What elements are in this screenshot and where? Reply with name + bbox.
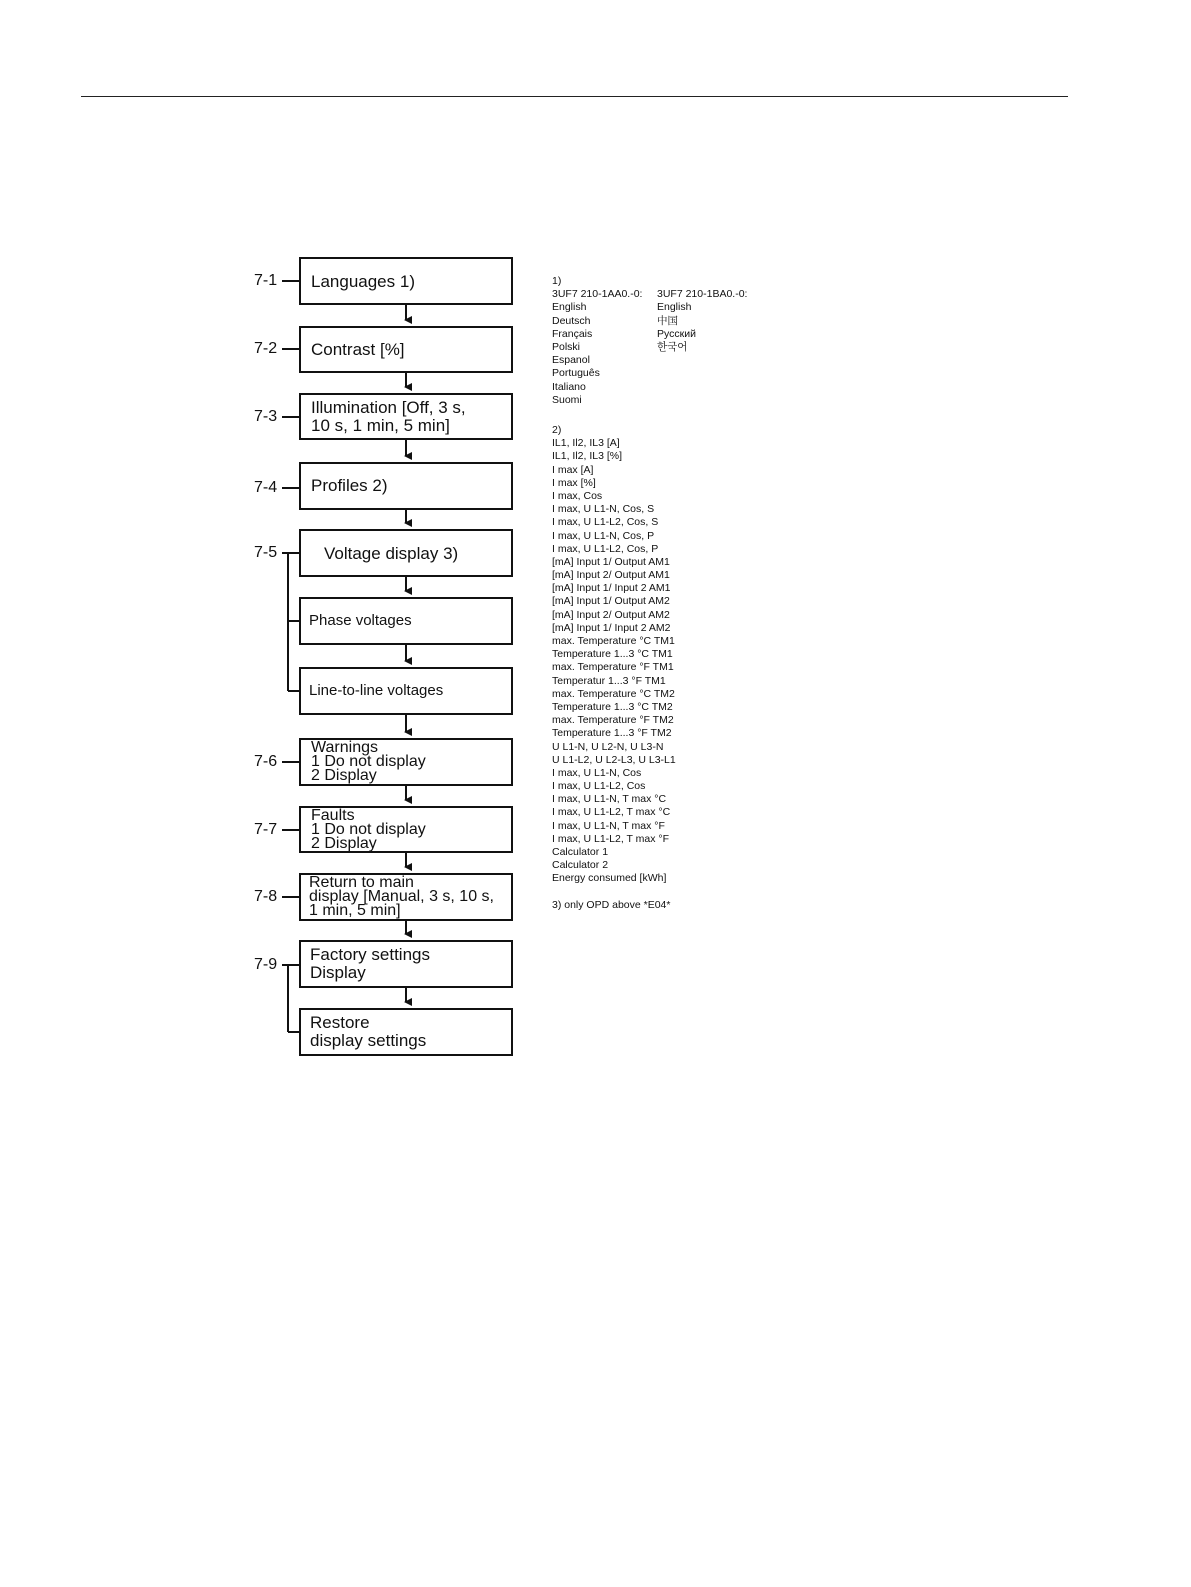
lang-item: Suomi bbox=[552, 393, 582, 406]
col-a-header: 3UF7 210-1AA0.-0: bbox=[552, 288, 643, 301]
profile-item: I max, U L1-N, Cos, S bbox=[552, 503, 655, 516]
profile-item: [mA] Input 1/ Input 2 AM1 bbox=[552, 582, 671, 595]
id-7-2: 7-2 bbox=[254, 340, 278, 357]
id-7-3: 7-3 bbox=[254, 408, 278, 425]
profile-item: I max, U L1-N, T max °F bbox=[552, 819, 665, 832]
text-factory-settings: Factory settings Display bbox=[310, 945, 430, 982]
profile-item: Temperature 1...3 °C TM1 bbox=[552, 648, 673, 661]
text-contrast: Contrast [%] bbox=[311, 340, 405, 359]
profile-item: I max, U L1-N, Cos, P bbox=[552, 529, 655, 542]
profile-item: Energy consumed [kWh] bbox=[552, 872, 667, 885]
note-3: 3) only OPD above *E04* bbox=[552, 898, 671, 911]
profile-item: [mA] Input 2/ Output AM1 bbox=[552, 569, 670, 582]
note-1-column-a bbox=[552, 275, 642, 407]
text-faults: Faults 1 Do not display 2 Display bbox=[311, 807, 426, 852]
profile-item: IL1, Il2, IL3 [%] bbox=[552, 450, 623, 463]
lang-item: Português bbox=[552, 367, 600, 380]
profile-item: I max, U L1-L2, Cos, S bbox=[552, 516, 659, 529]
profile-item: U L1-N, U L2-N, U L3-N bbox=[552, 740, 664, 753]
text-illumination: Illumination [Off, 3 s, 10 s, 1 min, 5 min] bbox=[311, 398, 466, 435]
note-2-marker: 2) bbox=[552, 424, 562, 436]
profile-item: I max, U L1-N, T max °C bbox=[552, 793, 667, 806]
id-7-5: 7-5 bbox=[254, 544, 278, 561]
id-7-9: 7-9 bbox=[254, 956, 278, 973]
profile-item: Temperature 1...3 °C TM2 bbox=[552, 700, 673, 713]
text-return-main: Return to main display [Manual, 3 s, 10 s, 1 min, 5 min] bbox=[309, 874, 494, 919]
profile-item: [mA] Input 1/ Output AM2 bbox=[552, 595, 670, 608]
text-profiles: Profiles 2) bbox=[311, 476, 388, 495]
note-1-column-b bbox=[657, 288, 747, 354]
lang-item: Italiano bbox=[552, 380, 586, 393]
text-languages: Languages 1) bbox=[311, 272, 415, 291]
profile-item: I max [A] bbox=[552, 463, 594, 476]
lang-item: Polski bbox=[552, 340, 581, 353]
profile-item: max. Temperature °F TM1 bbox=[552, 661, 674, 674]
profile-item: U L1-L2, U L2-L3, U L3-L1 bbox=[552, 753, 676, 766]
lang-item: Espanol bbox=[552, 354, 590, 367]
lang-item: 中国 bbox=[657, 314, 678, 327]
profile-item: I max, Cos bbox=[552, 489, 603, 502]
text-line-to-line: Line-to-line voltages bbox=[309, 682, 444, 699]
col-b-header: 3UF7 210-1BA0.-0: bbox=[657, 288, 748, 301]
profile-item: Temperatur 1...3 °F TM1 bbox=[552, 674, 666, 687]
profile-item: I max [%] bbox=[552, 476, 596, 489]
profile-item: [mA] Input 2/ Output AM2 bbox=[552, 608, 670, 621]
profile-item: max. Temperature °F TM2 bbox=[552, 714, 674, 727]
profile-item: I max, U L1-L2, Cos bbox=[552, 780, 646, 793]
lang-item: Русский bbox=[657, 327, 696, 340]
profile-item: I max, U L1-L2, T max °F bbox=[552, 832, 670, 845]
profile-item: I max, U L1-L2, Cos, P bbox=[552, 542, 659, 555]
lang-item: English bbox=[552, 301, 587, 314]
lang-item: Français bbox=[552, 327, 593, 340]
text-voltage-display: Voltage display 3) bbox=[324, 544, 459, 563]
lang-item: English bbox=[657, 301, 692, 314]
id-7-6: 7-6 bbox=[254, 753, 278, 770]
id-7-7: 7-7 bbox=[254, 821, 278, 838]
profile-item: IL1, Il2, IL3 [A] bbox=[552, 437, 620, 450]
profile-item: max. Temperature °C TM2 bbox=[552, 687, 675, 700]
note-1-marker: 1) bbox=[552, 275, 562, 287]
id-7-4: 7-4 bbox=[254, 479, 278, 496]
text-phase-voltages: Phase voltages bbox=[309, 612, 412, 629]
text-restore: Restore display settings bbox=[310, 1013, 427, 1050]
profile-item: I max, U L1-L2, T max °C bbox=[552, 806, 671, 819]
profile-item: max. Temperature °C TM1 bbox=[552, 635, 675, 647]
id-7-8: 7-8 bbox=[254, 888, 278, 905]
profile-item: [mA] Input 1/ Output AM1 bbox=[552, 555, 670, 568]
note-2-profiles bbox=[552, 424, 676, 912]
text-warnings: Warnings 1 Do not display 2 Display bbox=[311, 739, 426, 784]
lang-item: Deutsch bbox=[552, 314, 591, 327]
profile-item: Temperature 1...3 °F TM2 bbox=[552, 727, 672, 740]
profile-item: Calculator 1 bbox=[552, 846, 609, 858]
profile-item: I max, U L1-N, Cos bbox=[552, 766, 642, 779]
profile-item: [mA] Input 1/ Input 2 AM2 bbox=[552, 621, 671, 634]
id-7-1: 7-1 bbox=[254, 272, 278, 289]
profile-item: Calculator 2 bbox=[552, 859, 609, 872]
lang-item: 한국어 bbox=[657, 340, 688, 353]
